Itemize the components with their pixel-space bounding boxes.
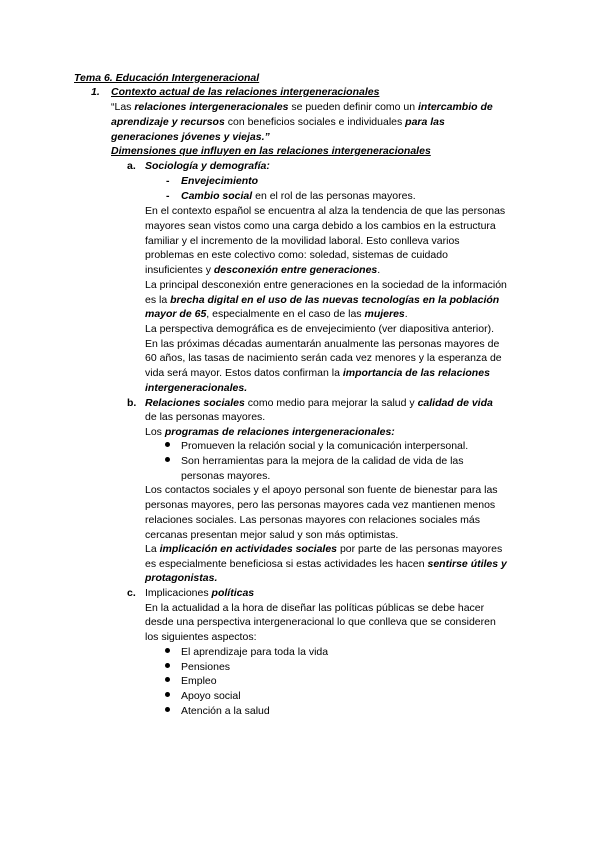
paragraph-line: de las personas mayores. <box>145 411 266 423</box>
bullet-item: Son herramientas para la mejora de la calidad de vida de las <box>181 455 464 467</box>
paragraph-line: familiar y el incremento de la movilidad laboral. Esto conlleva varios <box>145 235 460 247</box>
paragraph-line: es la brecha digital en el uso de las nuevas tecnologías en la población <box>145 294 500 306</box>
item-a-label: a. <box>127 160 136 172</box>
paragraph-line: La implicación en actividades sociales por parte de las personas mayores <box>145 543 503 555</box>
bullet-marker <box>165 663 170 668</box>
quote-line-1: “Las relaciones intergeneracionales se pueden definir como un intercambio de <box>111 101 493 113</box>
bullet-item: Empleo <box>181 675 217 687</box>
paragraph-line: En la actualidad a la hora de diseñar las políticas públicas se debe hacer <box>145 602 485 614</box>
bullet-item: Promueven la relación social y la comunicación interpersonal. <box>181 440 469 452</box>
paragraph-line: personas mayores, pero las personas mayores cada vez mantienen menos <box>145 499 496 511</box>
bullet-marker <box>165 707 170 712</box>
paragraph-line: 60 años, las tasas de nacimiento serán cada vez menores y la esperanza de <box>145 352 502 364</box>
dash-marker: - <box>166 175 170 187</box>
item-b-label: b. <box>127 397 137 409</box>
paragraph-line: insuficientes y desconexión entre generaciones. <box>145 264 381 276</box>
bullet-marker <box>165 648 170 653</box>
bullet-item: El aprendizaje para toda la vida <box>181 646 329 658</box>
paragraph-line: protagonistas. <box>145 572 218 584</box>
paragraph-line: los siguientes aspectos: <box>145 631 257 643</box>
bullet-marker <box>165 677 170 682</box>
bullet-item: Pensiones <box>181 661 231 673</box>
paragraph-line: La principal desconexión entre generaciones en la sociedad de la información <box>145 279 507 291</box>
item-a-heading: Sociología y demografía: <box>145 160 270 172</box>
dimensions-heading: Dimensiones que influyen en las relaciones intergeneracionales <box>111 145 431 157</box>
bullet-item-continuation: personas mayores. <box>181 470 271 482</box>
paragraph-line: La perspectiva demográfica es de envejecimiento (ver diapositiva anterior). <box>145 323 495 335</box>
paragraph-line: mayores sean vistos como una carga debido a los cambios en la estructura <box>145 220 496 232</box>
bullet-item: Apoyo social <box>181 690 241 702</box>
dash-item-envejecimiento: Envejecimiento <box>181 175 259 187</box>
item-c-label: c. <box>127 587 136 599</box>
dash-marker: - <box>166 190 170 202</box>
document-title: Tema 6. Educación Intergeneracional <box>74 72 260 84</box>
bullet-item: Atención a la salud <box>181 705 270 717</box>
item-c-heading: Implicaciones políticas <box>145 587 255 599</box>
section-number: 1. <box>91 86 100 98</box>
paragraph-line: vida será mayor. Estos datos confirman la importancia de las relaciones <box>145 367 490 379</box>
section-heading: Contexto actual de las relaciones intergeneracionales <box>111 86 380 98</box>
bullet-marker <box>165 692 170 697</box>
paragraph-line: desde una perspectiva intergeneracional lo que conlleva que se consideren <box>145 616 496 628</box>
bullet-marker <box>165 457 170 462</box>
paragraph-line: intergeneracionales. <box>145 382 248 394</box>
paragraph-line: Los contactos sociales y el apoyo personal son fuente de bienestar para las <box>145 484 498 496</box>
quote-line-2: aprendizaje y recursos con beneficios sociales e individuales para las <box>111 116 445 128</box>
paragraph-line: es especialmente beneficiosa si estas actividades les hacen sentirse útiles y <box>145 558 507 570</box>
paragraph-line: relaciones sociales. Las personas mayores con relaciones sociales más <box>145 514 480 526</box>
paragraph-line: problemas en este colectivo como: soledad, sistemas de cuidado <box>145 249 448 261</box>
quote-line-3: generaciones jóvenes y viejas.” <box>111 131 270 143</box>
item-b-heading: Relaciones sociales como medio para mejorar la salud y calidad de vida <box>145 397 493 409</box>
paragraph-line: mayor de 65, especialmente en el caso de las mujeres. <box>145 308 408 320</box>
bullet-marker <box>165 442 170 447</box>
paragraph-line: Los programas de relaciones intergeneracionales: <box>145 426 395 438</box>
paragraph-line: En las próximas décadas aumentarán anualmente las personas mayores de <box>145 338 500 350</box>
paragraph-line: cercanas presentan mejor salud y son más optimistas. <box>145 529 399 541</box>
dash-item-cambio-social: Cambio social en el rol de las personas mayores. <box>181 190 416 202</box>
paragraph-line: En el contexto español se encuentra al alza la tendencia de que las personas <box>145 205 506 217</box>
